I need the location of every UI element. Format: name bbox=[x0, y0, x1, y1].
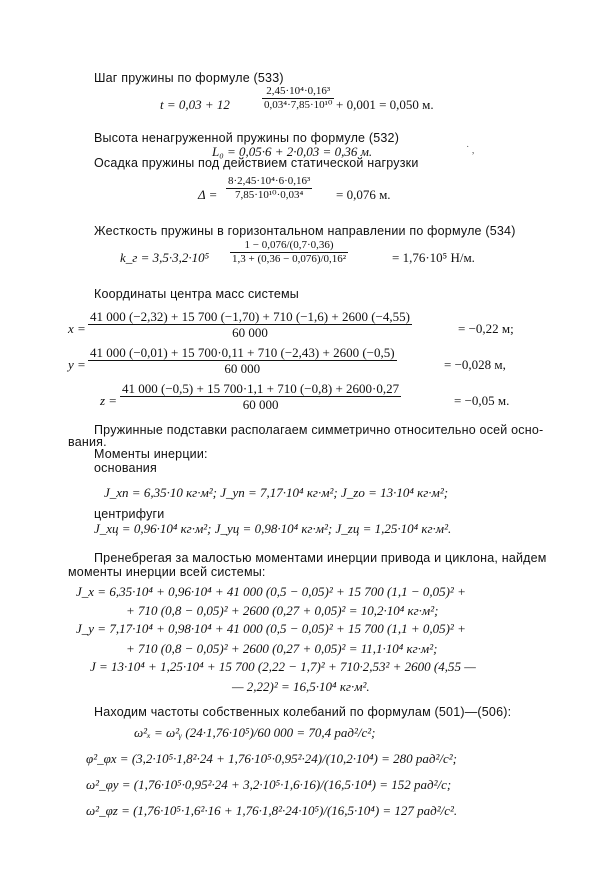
y-lhs: y = bbox=[68, 357, 86, 372]
support-paragraph-line2: вания. bbox=[68, 435, 107, 449]
horizontal-stiffness-rhs: = 1,76·10⁵ Н/м. bbox=[392, 250, 475, 265]
z-denominator: 60 000 bbox=[242, 397, 279, 412]
y-rhs: = −0,028 м, bbox=[444, 357, 506, 372]
spring-pitch-heading: Шаг пружины по формуле (533) bbox=[94, 71, 284, 85]
z-lhs: z = bbox=[100, 393, 118, 408]
y-denominator: 60 000 bbox=[224, 361, 261, 376]
jx-equation-line1: J_x = 6,35·10⁴ + 0,96·10⁴ + 41 000 (0,5 − 0,05)² + 15 700 (1,1 − 0,05)² + bbox=[76, 584, 466, 599]
x-rhs: = −0,22 м; bbox=[458, 321, 514, 336]
support-paragraph-line1: Пружинные подставки располагаем симметрично относительно осей осно- bbox=[94, 423, 544, 437]
jy-equation-line2: + 710 (0,8 − 0,05)² + 2600 (0,27 + 0,05)² = 11,1·10⁴ кг·м²; bbox=[126, 641, 438, 656]
jx-equation-line2: + 710 (0,8 − 0,05)² + 2600 (0,27 + 0,05)² = 10,2·10⁴ кг·м²; bbox=[126, 603, 439, 618]
center-of-mass-heading: Координаты центра масс системы bbox=[94, 287, 299, 301]
horizontal-stiffness-fraction bbox=[230, 240, 348, 265]
omega-x-equation: ω²ₓ = ω²ᵧ (24·1,76·10⁵)/60 000 = 70,4 рад²/с²; bbox=[134, 725, 376, 740]
spring-pitch-lhs: t = 0,03 + 12 bbox=[160, 97, 230, 112]
centrifuge-moments-equation: J_xц = 0,96·10⁴ кг·м²; J_yц = 0,98·10⁴ кг·м²; J_zц = 1,25·10⁴ кг·м². bbox=[94, 521, 452, 536]
spring-pitch-rhs: + 0,001 = 0,050 м. bbox=[336, 97, 434, 112]
static-deflection-lhs: Δ = bbox=[198, 187, 218, 202]
spring-pitch-denominator: 0,03⁴·7,85·10¹⁰ bbox=[264, 99, 333, 111]
phi-x-equation: φ²_φx = (3,2·10⁵·1,8²·24 + 1,76·10⁵·0,95²·24)/(10,2·10⁴) = 280 рад²/с²; bbox=[86, 751, 457, 766]
jy-equation-line1: J_y = 7,17·10⁴ + 0,98·10⁴ + 41 000 (0,5 − 0,05)² + 15 700 (1,1 + 0,05)² + bbox=[76, 621, 466, 636]
horizontal-stiffness-numerator: 1 − 0,076/(0,7·0,36) bbox=[230, 240, 348, 253]
omega-phi-y-equation: ω²_φy = (1,76·10⁵·0,95²·24 + 3,2·10⁵·1,6·16)/(16,5·10⁴) = 152 рад²/с; bbox=[86, 777, 452, 792]
horizontal-stiffness-lhs: k_г = 3,5·3,2·10⁵ bbox=[120, 250, 210, 265]
horizontal-stiffness-heading: Жесткость пружины в горизонтальном направлении по формуле (534) bbox=[94, 224, 516, 238]
static-deflection-numerator: 8·2,45·10⁴·6·0,16³ bbox=[228, 175, 311, 187]
y-numerator: 41 000 (−0,01) + 15 700·0,11 + 710 (−2,43) + 2600 (−0,5) bbox=[90, 345, 395, 360]
x-denominator: 60 000 bbox=[232, 325, 268, 340]
horizontal-stiffness-denominator: 1,3 + (0,36 − 0,076)/0,16² bbox=[232, 253, 347, 265]
z-numerator: 41 000 (−0,5) + 15 700·1,1 + 710 (−0,8) + 2600·0,27 bbox=[122, 381, 400, 396]
stray-mark: ˙ , bbox=[466, 145, 475, 156]
base-moments-equation: J_xп = 6,35·10 кг·м²; J_yп = 7,17·10⁴ кг·м²; J_zо = 13·10⁴ кг·м²; bbox=[104, 485, 449, 500]
spring-pitch-numerator: 2,45·10⁴·0,16³ bbox=[262, 86, 334, 99]
natural-frequencies-heading: Находим частоты собственных колебаний по формулам (501)—(506): bbox=[94, 705, 512, 719]
base-label: основания bbox=[94, 461, 157, 475]
x-numerator: 41 000 (−2,32) + 15 700 (−1,70) + 710 (−1,6) + 2600 (−4,55) bbox=[90, 309, 410, 324]
free-height-equation: L₀ = 0,05·6 + 2·0,03 = 0,36 м. bbox=[212, 144, 373, 159]
x-lhs: x = bbox=[68, 321, 86, 336]
spring-pitch-fraction bbox=[262, 86, 334, 111]
system-moments-paragraph-line1: Пренебрегая за малостью моментами инерции привода и циклона, найдем bbox=[94, 551, 547, 565]
static-deflection-denominator: 7,85·10¹⁰·0,03⁴ bbox=[234, 189, 304, 201]
z-rhs: = −0,05 м. bbox=[454, 393, 510, 408]
centrifuge-label: центрифуги bbox=[94, 507, 165, 521]
static-deflection-fraction bbox=[226, 176, 312, 201]
system-moments-paragraph-line2: моменты инерции всей системы: bbox=[68, 565, 266, 579]
moments-heading: Моменты инерции: bbox=[94, 447, 208, 461]
static-deflection-heading: Осадка пружины под действием статической нагрузки bbox=[94, 156, 419, 170]
static-deflection-rhs: = 0,076 м. bbox=[336, 187, 391, 202]
j-equation-line2: — 2,22)² = 16,5·10⁴ кг·м². bbox=[232, 679, 370, 694]
free-height-heading: Высота ненагруженной пружины по формуле (532) bbox=[94, 131, 400, 145]
omega-phi-z-equation: ω²_φz = (1,76·10⁵·1,6²·16 + 1,76·1,8²·24·10⁵)/(16,5·10⁴) = 127 рад²/с². bbox=[86, 803, 458, 818]
y-fraction bbox=[88, 346, 397, 375]
j-equation-line1: J = 13·10⁴ + 1,25·10⁴ + 15 700 (2,22 − 1,7)² + 710·2,53² + 2600 (4,55 — bbox=[90, 659, 476, 674]
x-fraction bbox=[88, 310, 412, 339]
z-fraction bbox=[120, 382, 401, 411]
